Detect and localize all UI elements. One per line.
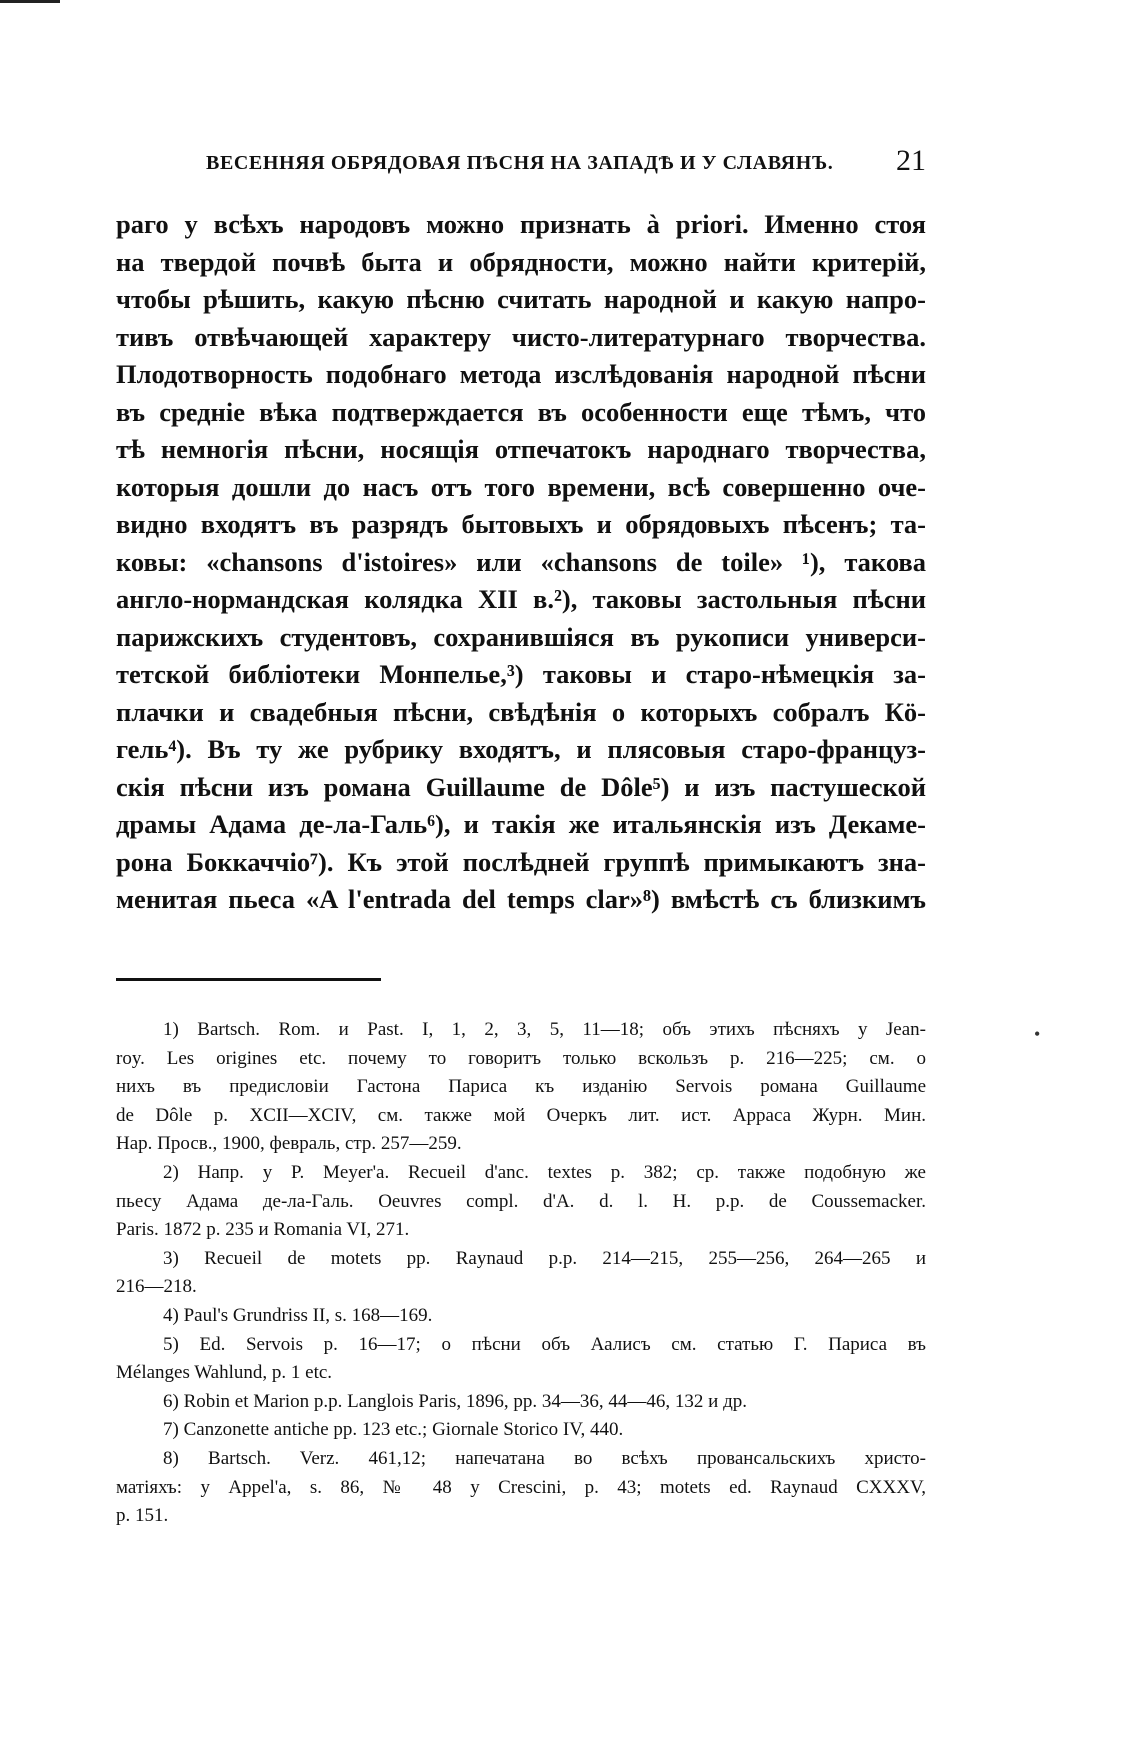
text-line: которыя дошли до насъ отъ того времени, всѣ совершенно оче- bbox=[116, 471, 926, 502]
text-line: раго у всѣхъ народовъ можно признать à priori. Именно стоя bbox=[116, 209, 926, 239]
text-line: рона Боккаччіо⁷). Къ этой послѣдней группѣ примыкаютъ зна- bbox=[116, 846, 926, 877]
footnote-line: p. 151. bbox=[116, 1505, 169, 1527]
footnote-line: 4) Paul's Grundriss II, s. 168—169. bbox=[163, 1304, 433, 1326]
text-line: тетской библіотеки Монпелье,³) таковы и старо-нѣмецкія за- bbox=[116, 659, 926, 689]
running-title: ВЕСЕННЯЯ ОБРЯДОВАЯ ПѢСНЯ НА ЗАПАДѢ И У СЛАВЯНЪ. bbox=[206, 152, 834, 174]
page-header bbox=[206, 144, 926, 184]
scan-edge-line bbox=[0, 0, 60, 3]
text-line: чтобы рѣшить, какую пѣсню считать народной и какую напро- bbox=[116, 284, 926, 314]
footnote-line: Paris. 1872 p. 235 и Romania VI, 271. bbox=[116, 1219, 410, 1241]
footnote-separator bbox=[116, 978, 381, 981]
text-line: скія пѣсни изъ романа Guillaume de Dôle⁵) и изъ пастушеской bbox=[116, 771, 926, 802]
text-line: на твердой почвѣ быта и обрядности, можно найти критерій, bbox=[116, 246, 926, 277]
text-line: видно входятъ въ разрядъ бытовыхъ и обрядовыхъ пѣсенъ; та- bbox=[116, 509, 926, 539]
footnote-line: 5) Ed. Servois p. 16—17; о пѣсни объ Аалисъ см. статью Г. Париса въ bbox=[163, 1333, 926, 1355]
footnote-line: Mélanges Wahlund, p. 1 etc. bbox=[116, 1362, 333, 1384]
text-line: тивъ отвѣчающей характеру чисто-литературнаго творчества. bbox=[116, 321, 926, 352]
footnote-line: 216—218. bbox=[116, 1276, 197, 1298]
main-text bbox=[116, 206, 926, 919]
text-line: плачки и свадебныя пѣсни, свѣдѣнія о которыхъ собралъ Кö- bbox=[116, 696, 926, 727]
footnote-line: de Dôle p. XCII—XCIV, см. также мой Очеркъ лит. ист. Арраса Журн. Мин. bbox=[116, 1104, 926, 1126]
footnote-line: 2) Напр. у P. Meyer'a. Recueil d'anc. textes p. 382; ср. также подобную же bbox=[163, 1161, 926, 1183]
text-line: въ средніе вѣка подтверждается въ особенности еще тѣмъ, что bbox=[116, 396, 926, 427]
footnote-line: 7) Canzonette antiche pp. 123 etc.; Giornale Storico IV, 440. bbox=[163, 1419, 624, 1441]
footnote-line: пьесу Адама де-ла-Галь. Oeuvres compl. d'A. d. l. H. p.p. de Coussemacker. bbox=[116, 1190, 926, 1212]
page-number: 21 bbox=[896, 144, 926, 177]
text-line: ковы: «chansons d'istoires» или «chansons de toile» ¹), такова bbox=[116, 546, 926, 577]
footnote-line: матіяхъ: у Appel'a, s. 86, № 48 у Crescini, p. 43; motets ed. Raynaud CXXXV, bbox=[116, 1476, 926, 1498]
text-line: Плодотворность подобнаго метода изслѣдованія народной пѣсни bbox=[116, 359, 926, 389]
text-line: парижскихъ студентовъ, сохранившіяся въ рукописи универси- bbox=[116, 621, 926, 652]
text-line: англо-нормандская колядка XII в.²), таковы застольныя пѣсни bbox=[116, 584, 926, 614]
text-line: драмы Адама де-ла-Галь⁶), и такія же итальянскія изъ Декаме- bbox=[116, 809, 926, 839]
footnotes bbox=[116, 1016, 926, 1531]
margin-dot-mark: • bbox=[1034, 1024, 1041, 1044]
footnote-line: нихъ въ предисловіи Гастона Париса къ изданію Servois романа Guillaume bbox=[116, 1076, 926, 1098]
footnote-line: Нар. Просв., 1900, февраль, стр. 257—259. bbox=[116, 1133, 462, 1155]
text-line: менитая пьеса «A l'entrada del temps clar»⁸) вмѣстѣ съ близкимъ bbox=[116, 884, 926, 914]
footnote-line: 1) Bartsch. Rom. и Past. I, 1, 2, 3, 5, 11—18; объ этихъ пѣсняхъ у Jean- bbox=[163, 1019, 926, 1040]
text-line: гель⁴). Въ ту же рубрику входятъ, и плясовыя старо-француз- bbox=[116, 734, 926, 764]
footnote-line: roy. Les origines etc. почему то говоритъ только вскользъ p. 216—225; см. о bbox=[116, 1047, 926, 1069]
footnote-line: 3) Recueil de motets pp. Raynaud p.p. 214—215, 255—256, 264—265 и bbox=[163, 1247, 926, 1269]
footnote-line: 8) Bartsch. Verz. 461,12; напечатана во всѣхъ провансальскихъ христо- bbox=[163, 1447, 926, 1469]
text-line: тѣ немногія пѣсни, носящія отпечатокъ народнаго творчества, bbox=[116, 434, 926, 464]
footnote-line: 6) Robin et Marion p.p. Langlois Paris, 1896, pp. 34—36, 44—46, 132 и др. bbox=[163, 1390, 747, 1412]
